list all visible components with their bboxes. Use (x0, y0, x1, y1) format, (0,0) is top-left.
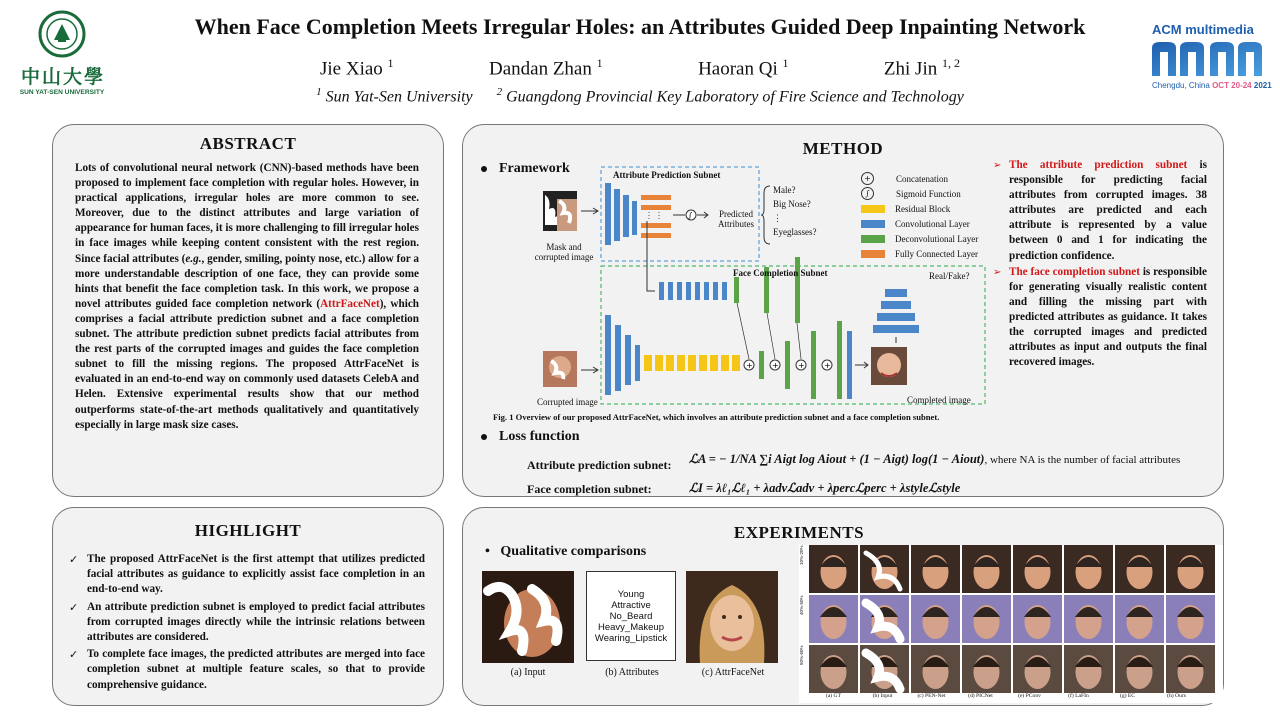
conference-brand: ACM multimedia (1152, 22, 1254, 37)
legend-item: + Concatenation (861, 171, 978, 186)
loss-face-formula: ℒI = λℓ₁ℒℓ₁ + λadvℒadv + λpercℒperc + λstyleℒstyle (689, 481, 961, 495)
input-image (482, 571, 574, 663)
caption-attributes: (b) Attributes (605, 667, 659, 678)
predicted-attributes-label: Predicted Attributes (718, 209, 754, 229)
grid-thumbnail (911, 545, 960, 593)
svg-text:+: + (798, 361, 805, 370)
caption-input: (a) Input (510, 667, 546, 678)
abstract-panel (52, 124, 444, 497)
author-list (320, 56, 960, 80)
attributes-box: Young Attractive No_Beard Heavy_Makeup Wearing_Lipstick (586, 571, 676, 661)
acm-mm-logo-icon (1150, 40, 1270, 78)
sysu-logo (14, 10, 110, 102)
method-point: ➢ The face completion subnet is responsible for generating visually realistic content and filling the missing part with predicted attributes as guidance. It takes the corrupted images and predicted attributes as input and outputs the final recovered images. (993, 265, 1207, 371)
grid-thumbnail (1064, 645, 1113, 693)
highlight-panel (52, 507, 444, 706)
loss-attr-note: , where NA is the number of facial attributes (984, 454, 1181, 466)
affiliations: $^1$ Sun Yat-Sen University $^2$ Guangdong Provincial Key Laboratory of Fire Science and Technology (316, 86, 964, 106)
grid-thumbnail (1013, 645, 1062, 693)
loss-face-label: Face completion subnet: (527, 482, 652, 496)
acm-mm-logo (1148, 20, 1272, 96)
university-name-cn: 中山大學 (20, 66, 105, 88)
legend-item: Fully Connected Layer (861, 246, 978, 261)
svg-text:∫: ∫ (688, 211, 693, 220)
grid-thumbnail (1013, 545, 1062, 593)
network-name: AttrFaceNet (320, 297, 380, 310)
highlight-heading: HIGHLIGHT (194, 521, 302, 540)
abstract-heading: ABSTRACT (199, 134, 297, 153)
grid-thumbnail (860, 545, 909, 593)
experiments-panel (462, 507, 1224, 706)
method-heading: METHOD (802, 139, 884, 158)
real-fake-label: Real/Fake? (929, 271, 970, 281)
highlight-item: ✓ The proposed AttrFaceNet is the first attempt that utilizes predicted facial attributes as guidance to explicitly assist face completion in an end-to-end way. (69, 552, 425, 598)
author: Jie Xiao $^1$ (320, 56, 394, 80)
legend-item: Convolutional Layer (861, 216, 978, 231)
abstract-text: Lots of convolutional neural network (CNN)-based methods have been proposed to implement face completion with regular holes. However, in practical applications, irregular holes are more common to see. Moreover, due to the distinct attributes and large variation of appearance for human faces, it is more challenging to fill irregular holes in face images while keeping content consistent with the rest region. Since facial attributes (e.g., gender, smiling, pointy nose, etc.) allow for a more understandable description of one face, they can provide some hints that benefit the face completion task. In this work, we propose a novel attributes guided face completion network (AttrFaceNet), which comprises a facial attribute prediction subnet and a face completion subnet. The attribute prediction subnet predicts facial attributes from the rest parts of the corrupted images and guides the face completion subnet to fill the missing regions. The proposed AttrFaceNet is evaluated in an end-to-end way on commonly used datasets CelebA and Helen. Extensive experimental results show that our method outperforms state-of-the-art methods qualitatively and quantitatively especially in large mask size cases. (75, 162, 420, 431)
mask-label: Mask and corrupted image (534, 242, 594, 262)
grid-thumbnail (1013, 595, 1062, 643)
grid-thumbnail (1115, 645, 1164, 693)
loss-attr-formula: ℒA = − 1/NA ∑i Aigt log Aiout + (1 − Aigt) log(1 − Aiout) (689, 452, 985, 466)
diagram-legend (861, 171, 978, 261)
grid-thumbnail (911, 645, 960, 693)
qualitative-label: • Qualitative comparisons (485, 544, 647, 559)
university-name-en: SUN YAT-SEN UNIVERSITY (19, 89, 105, 96)
svg-text:+: + (746, 361, 753, 370)
caption-attrfacenet: (c) AttrFaceNet (701, 667, 765, 678)
grid-thumbnail (860, 595, 909, 643)
grid-thumbnail (809, 645, 858, 693)
attrfacenet-output-image (686, 571, 778, 663)
brace-icon (761, 185, 771, 245)
method-panel (462, 124, 1224, 497)
grid-thumbnail (1064, 545, 1113, 593)
loss-attr-equation (689, 451, 1180, 467)
grid-thumbnail (809, 595, 858, 643)
highlight-item: ✓ To complete face images, the predicted attributes are merged into face completion subnet at multiple feature scales, so that to provide comprehensive guidance. (69, 647, 425, 693)
svg-text:+: + (824, 361, 831, 370)
grid-thumbnail (1115, 595, 1164, 643)
grid-thumbnail (1115, 545, 1164, 593)
residual-block-swatch (861, 205, 885, 213)
comparison-grid-images (809, 545, 1223, 695)
grid-thumbnail (911, 595, 960, 643)
grid-thumbnail (962, 645, 1011, 693)
face-subnet-title: Face Completion Subnet (733, 268, 828, 278)
conference-place-date: Chengdu, China OCT 20-24 2021 (1152, 81, 1272, 90)
completed-label: Completed image (907, 395, 971, 405)
poster-title: When Face Completion Meets Irregular Holes: an Attributes Guided Deep Inpainting Network (194, 14, 1086, 39)
experiments-heading: EXPERIMENTS (733, 523, 865, 542)
framework-label: Framework (481, 161, 570, 177)
loss-attr-label: Attribute prediction subnet: (527, 458, 672, 472)
corrupted-label: Corrupted image (537, 397, 598, 407)
row-labels: 10%-20% 40%-50% 50%-60% (799, 545, 804, 665)
legend-item: ∫ Sigmoid Function (861, 186, 978, 201)
loss-function-label: Loss function (481, 429, 580, 445)
grid-thumbnail (1064, 595, 1113, 643)
grid-thumbnail (809, 545, 858, 593)
highlight-item: ✓ An attribute prediction subnet is employed to predict facial attributes from corrupted images directly while the intrinsic relations between attributes are considered. (69, 600, 425, 646)
author: Zhi Jin $^{1, 2}$ (883, 56, 960, 80)
figure-caption: Fig. 1 Overview of our proposed AttrFaceNet, which involves an attribute prediction subnet and a face completion subnet. (493, 412, 940, 422)
grid-thumbnail (1166, 645, 1215, 693)
conv-layer-swatch (861, 220, 885, 228)
attribute-questions: Male? Big Nose? ⋮ Eyeglasses? (773, 185, 817, 237)
method-point: ➢ The attribute prediction subnet is responsible for predicting facial attributes from corrupted images. 38 attributes are predicted and each attribute is represented by a value between 0 and 1 for indicating the prediction confidence. (993, 158, 1207, 264)
legend-item: Residual Block (861, 201, 978, 216)
legend-item: Deconvolutional Layer (861, 231, 978, 246)
grid-thumbnail (860, 645, 909, 693)
sigmoid-icon: ∫ (861, 187, 874, 200)
comparison-grid (799, 545, 1223, 703)
grid-captions: (a) GT (b) Input (c) PEN-Net (d) PICNet (e) PConv (f) LaFIn (g) EC (h) Ours (825, 693, 1186, 699)
grid-thumbnail (962, 595, 1011, 643)
author: Haoran Qi $^1$ (698, 56, 789, 80)
grid-thumbnail (962, 545, 1011, 593)
attr-subnet-title: Attribute Prediction Subnet (613, 170, 721, 180)
fc-layer-swatch (861, 250, 885, 258)
author: Dandan Zhan $^1$ (488, 56, 603, 80)
svg-text:+: + (772, 361, 779, 370)
grid-thumbnail (1166, 595, 1215, 643)
concatenation-icon: + (861, 172, 874, 185)
deconv-layer-swatch (861, 235, 885, 243)
method-points (993, 158, 1207, 371)
grid-thumbnail (1166, 545, 1215, 593)
highlight-list (69, 552, 425, 695)
